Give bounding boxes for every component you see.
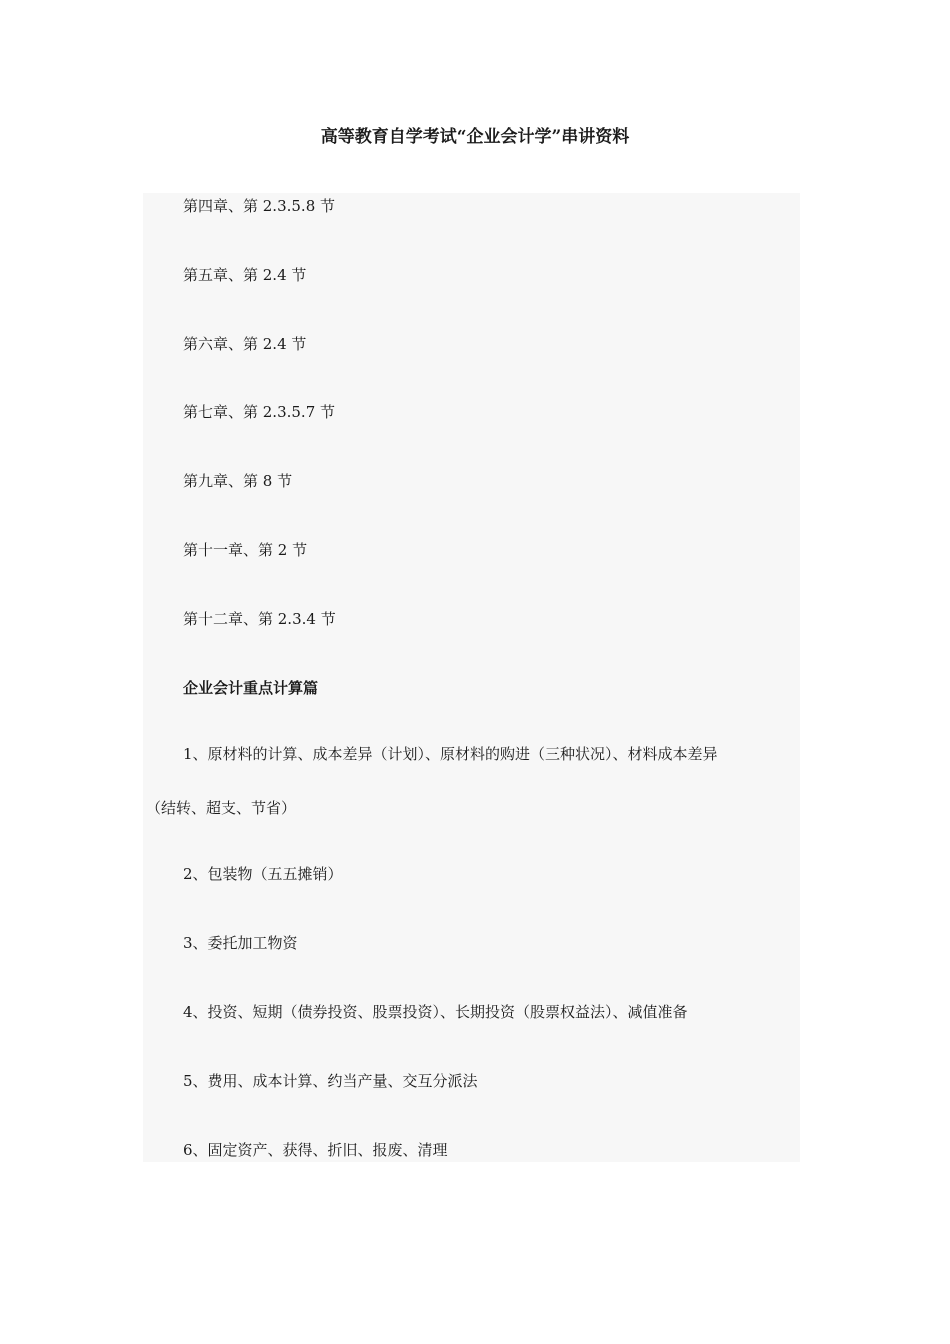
chapter-line-6: 第六章、第 2.4 节: [183, 335, 307, 353]
chapter-line-7: 第七章、第 2.3.5.7 节: [183, 403, 336, 421]
document-body: [143, 193, 800, 1162]
list-item-1-continuation: （结转、超支、节省）: [146, 799, 297, 817]
list-item-2: 2、包装物（五五摊销）: [183, 865, 343, 883]
list-item-6: 6、固定资产、获得、折旧、报废、清理: [183, 1141, 448, 1159]
list-item-4: 4、投资、短期（债券投资、股票投资）、长期投资（股票权益法）、减值准备: [183, 1003, 688, 1021]
chapter-line-5: 第五章、第 2.4 节: [183, 266, 307, 284]
list-item-5: 5、费用、成本计算、约当产量、交互分派法: [183, 1072, 478, 1090]
chapter-line-4: 第四章、第 2.3.5.8 节: [183, 197, 336, 215]
section-heading: 企业会计重点计算篇: [183, 679, 319, 697]
list-item-1: 1、原材料的计算、成本差异（计划）、原材料的购进（三种状况）、材料成本差异: [183, 745, 718, 763]
list-item-3: 3、委托加工物资: [183, 934, 298, 952]
document-title: 高等教育自学考试“企业会计学”串讲资料: [320, 127, 630, 147]
chapter-line-11: 第十一章、第 2 节: [183, 541, 308, 559]
chapter-line-9: 第九章、第 8 节: [183, 472, 293, 490]
chapter-line-12: 第十二章、第 2.3.4 节: [183, 610, 336, 628]
